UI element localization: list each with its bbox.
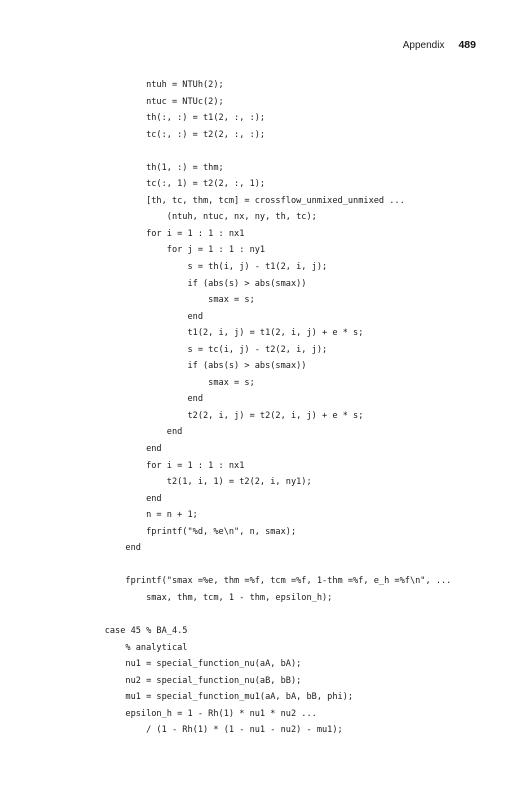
code-line: t2(1, i, 1) = t2(2, i, ny1); [84, 477, 312, 488]
code-line: (ntuh, ntuc, nx, ny, th, tc); [84, 212, 317, 223]
code-line: for i = 1 : 1 : nx1 [84, 460, 245, 471]
code-line: end [84, 543, 141, 554]
code-line: [th, tc, thm, tcm] = crossflow_unmixed_unmixed ... [84, 195, 405, 206]
code-line: epsilon_h = 1 - Rh(1) * nu1 * nu2 ... [84, 708, 317, 719]
code-line: tc(:, :) = t2(2, :, :); [84, 129, 266, 140]
code-line: tc(:, 1) = t2(2, :, 1); [84, 179, 266, 190]
code-line: t1(2, i, j) = t1(2, i, j) + e * s; [84, 328, 364, 339]
code-line: smax = s; [84, 377, 255, 388]
code-line: end [84, 493, 162, 504]
running-header [403, 39, 476, 51]
section-title: Appendix [402, 40, 445, 51]
code-line: case 45 % BA_4.5 [84, 626, 188, 637]
code-line: fprintf("smax =%e, thm =%f, tcm =%f, 1-thm =%f, e_h =%f\n", ... [84, 576, 452, 587]
code-line: s = tc(i, j) - t2(2, i, j); [84, 344, 328, 355]
code-line: n = n + 1; [84, 510, 198, 521]
code-line: ntuh = NTUh(2); [84, 80, 224, 90]
code-line: end [84, 311, 203, 322]
code-line: for i = 1 : 1 : nx1 [84, 228, 245, 239]
code-line [84, 607, 451, 624]
code-line [84, 143, 451, 160]
code-line: % analytical [84, 642, 188, 653]
code-line: t2(2, i, j) = t2(2, i, j) + e * s; [84, 410, 364, 421]
code-line [84, 557, 451, 574]
code-line: smax, thm, tcm, 1 - thm, epsilon_h); [84, 592, 333, 603]
code-line: for j = 1 : 1 : ny1 [84, 245, 266, 256]
code-line: end [84, 444, 162, 455]
code-line: smax = s; [84, 295, 255, 306]
code-line: ntuc = NTUc(2); [84, 96, 224, 107]
code-line: end [84, 427, 183, 438]
code-line: nu1 = special_function_nu(aA, bA); [84, 659, 302, 670]
code-line: if (abs(s) > abs(smax)) [84, 278, 307, 289]
code-line: if (abs(s) > abs(smax)) [84, 361, 307, 372]
code-line: th(:, :) = t1(2, :, :); [84, 113, 266, 124]
code-line: nu2 = special_function_nu(aB, bB); [84, 675, 302, 686]
code-listing [84, 77, 451, 739]
code-line: th(1, :) = thm; [84, 162, 224, 173]
code-line: s = th(i, j) - t1(2, i, j); [84, 262, 328, 273]
code-line: mu1 = special_function_mu1(aA, bA, bB, phi); [84, 692, 354, 703]
code-line: fprintf("%d, %e\n", n, smax); [84, 526, 297, 537]
code-line: end [84, 394, 203, 405]
code-line: / (1 - Rh(1) * (1 - nu1 - nu2) - mu1); [84, 725, 343, 736]
page-number: 489 [458, 39, 476, 51]
